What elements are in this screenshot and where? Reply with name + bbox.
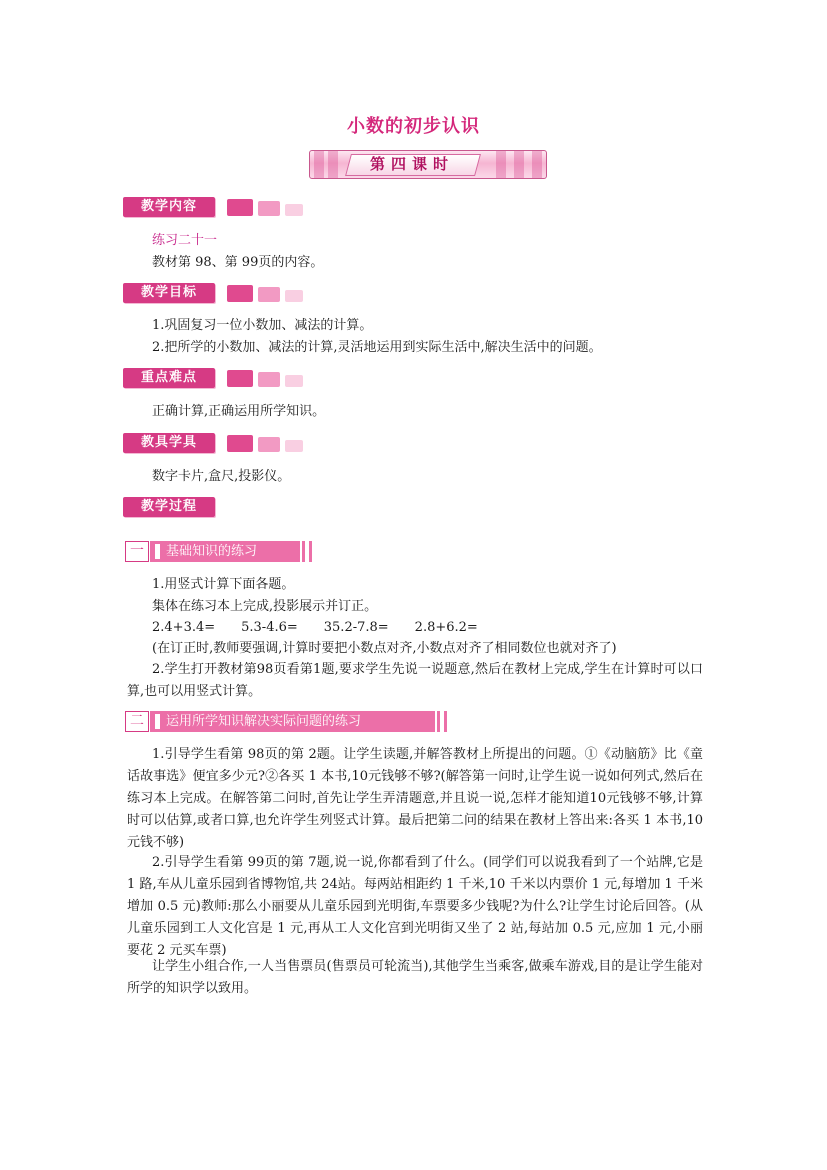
goal-item: 1.巩固复习一位小数加、减法的计算。	[152, 318, 373, 333]
section-label-key-points: 重点难点	[123, 368, 215, 388]
key-points-text: 正确计算,正确运用所学知识。	[152, 404, 326, 419]
banner-stripe	[314, 151, 324, 178]
section-label-goals: 教学目标	[123, 283, 215, 303]
decor-square	[258, 201, 280, 216]
part1-number: 一	[125, 541, 149, 562]
lesson-label: 第四课时	[369, 155, 454, 173]
banner-stripe	[328, 151, 338, 178]
banner-tick	[437, 711, 440, 732]
decor-square	[285, 440, 303, 452]
decor-square	[285, 375, 303, 387]
decor-square	[258, 287, 280, 302]
banner-stripe	[496, 151, 506, 178]
document-title: 小数的初步认识	[347, 116, 480, 137]
part1-equations: 2.4+3.4= 5.3-4.6= 35.2-7.8= 2.8+6.2=	[152, 620, 478, 635]
part2-paragraph: 让学生小组合作,一人当售票员(售票员可轮流当),其他学生当乘客,做乘车游戏,目的是让学生能对所学的知识学以致用。	[127, 959, 703, 996]
content-pages: 教材第 98、第 99页的内容。	[152, 255, 324, 270]
goal-item: 2.把所学的小数加、减法的计算,灵活地运用到实际生活中,解决生活中的问题。	[152, 340, 602, 355]
decor-square	[258, 437, 280, 452]
decor-square	[227, 285, 253, 302]
part1-banner	[125, 541, 317, 562]
part1-title: 基础知识的练习	[150, 541, 300, 562]
banner-tick	[302, 541, 305, 562]
decor-square	[285, 204, 303, 216]
banner-stripe	[514, 151, 524, 178]
banner-tick	[309, 541, 312, 562]
decor-square	[227, 199, 253, 216]
section-label-process: 教学过程	[123, 497, 215, 517]
part1-paragraph: 2.学生打开教材第98页看第1题,要求学生先说一说题意,然后在教材上完成,学生在计算时可以口算,也可以用竖式计算。	[127, 662, 703, 699]
decor-square	[285, 290, 303, 302]
part2-title: 运用所学知识解决实际问题的练习	[150, 711, 435, 732]
part2-banner	[125, 711, 449, 732]
part1-line: (在订正时,教师要强调,计算时要把小数点对齐,小数点对齐了相同数位也就对齐了)	[152, 641, 617, 656]
part1-line: 1.用竖式计算下面各题。	[152, 577, 295, 592]
part2-paragraph: 1.引导学生看第 98页的第 2题。让学生读题,并解答教材上所提出的问题。①《动脑筋》比《童话故事选》便宜多少元?②各买 1 本书,10元钱够不够?(解答第一问时,让学生说一说如何列式,然后在练习本上完成。在解答第二问时,首先让学生弄清题意,并且说一说,怎样才能知道10元钱够不够,计算时可以估算,或者口算,也允许学生列竖式计算。最后把第二问的结果在教材上答出来:各买 1 本书,10元钱不够)	[127, 747, 703, 850]
decor-square	[227, 370, 253, 387]
lesson-banner	[309, 150, 547, 179]
banner-tick	[444, 711, 447, 732]
banner-stripe	[532, 151, 542, 178]
section-label-tools: 教具学具	[123, 433, 215, 453]
decor-square	[227, 435, 253, 452]
part2-paragraph: 2.引导学生看第 99页的第 7题,说一说,你都看到了什么。(同学们可以说我看到了一个站牌,它是 1 路,车从儿童乐园到省博物馆,共 24站。每两站相距约 1 千米,10 千米以内票价 1 元,每增加 1 千米增加 0.5 元)教师:那么小丽要从儿童乐园到光明街,车票要多少钱呢?为什么?让学生讨论后回答。(从儿童乐园到工人文化宫是 1 元,再从工人文化宫到光明街又坐了 2 站,每站加 0.5 元,应加 1 元,小丽要花 2 元买车票)	[127, 855, 703, 958]
section-label-content: 教学内容	[123, 197, 215, 217]
part2-number: 二	[125, 711, 149, 732]
tools-text: 数字卡片,盒尺,投影仪。	[152, 469, 291, 484]
part1-line: 集体在练习本上完成,投影展示并订正。	[152, 599, 378, 614]
exercise-name: 练习二十一	[152, 233, 218, 248]
decor-square	[258, 372, 280, 387]
